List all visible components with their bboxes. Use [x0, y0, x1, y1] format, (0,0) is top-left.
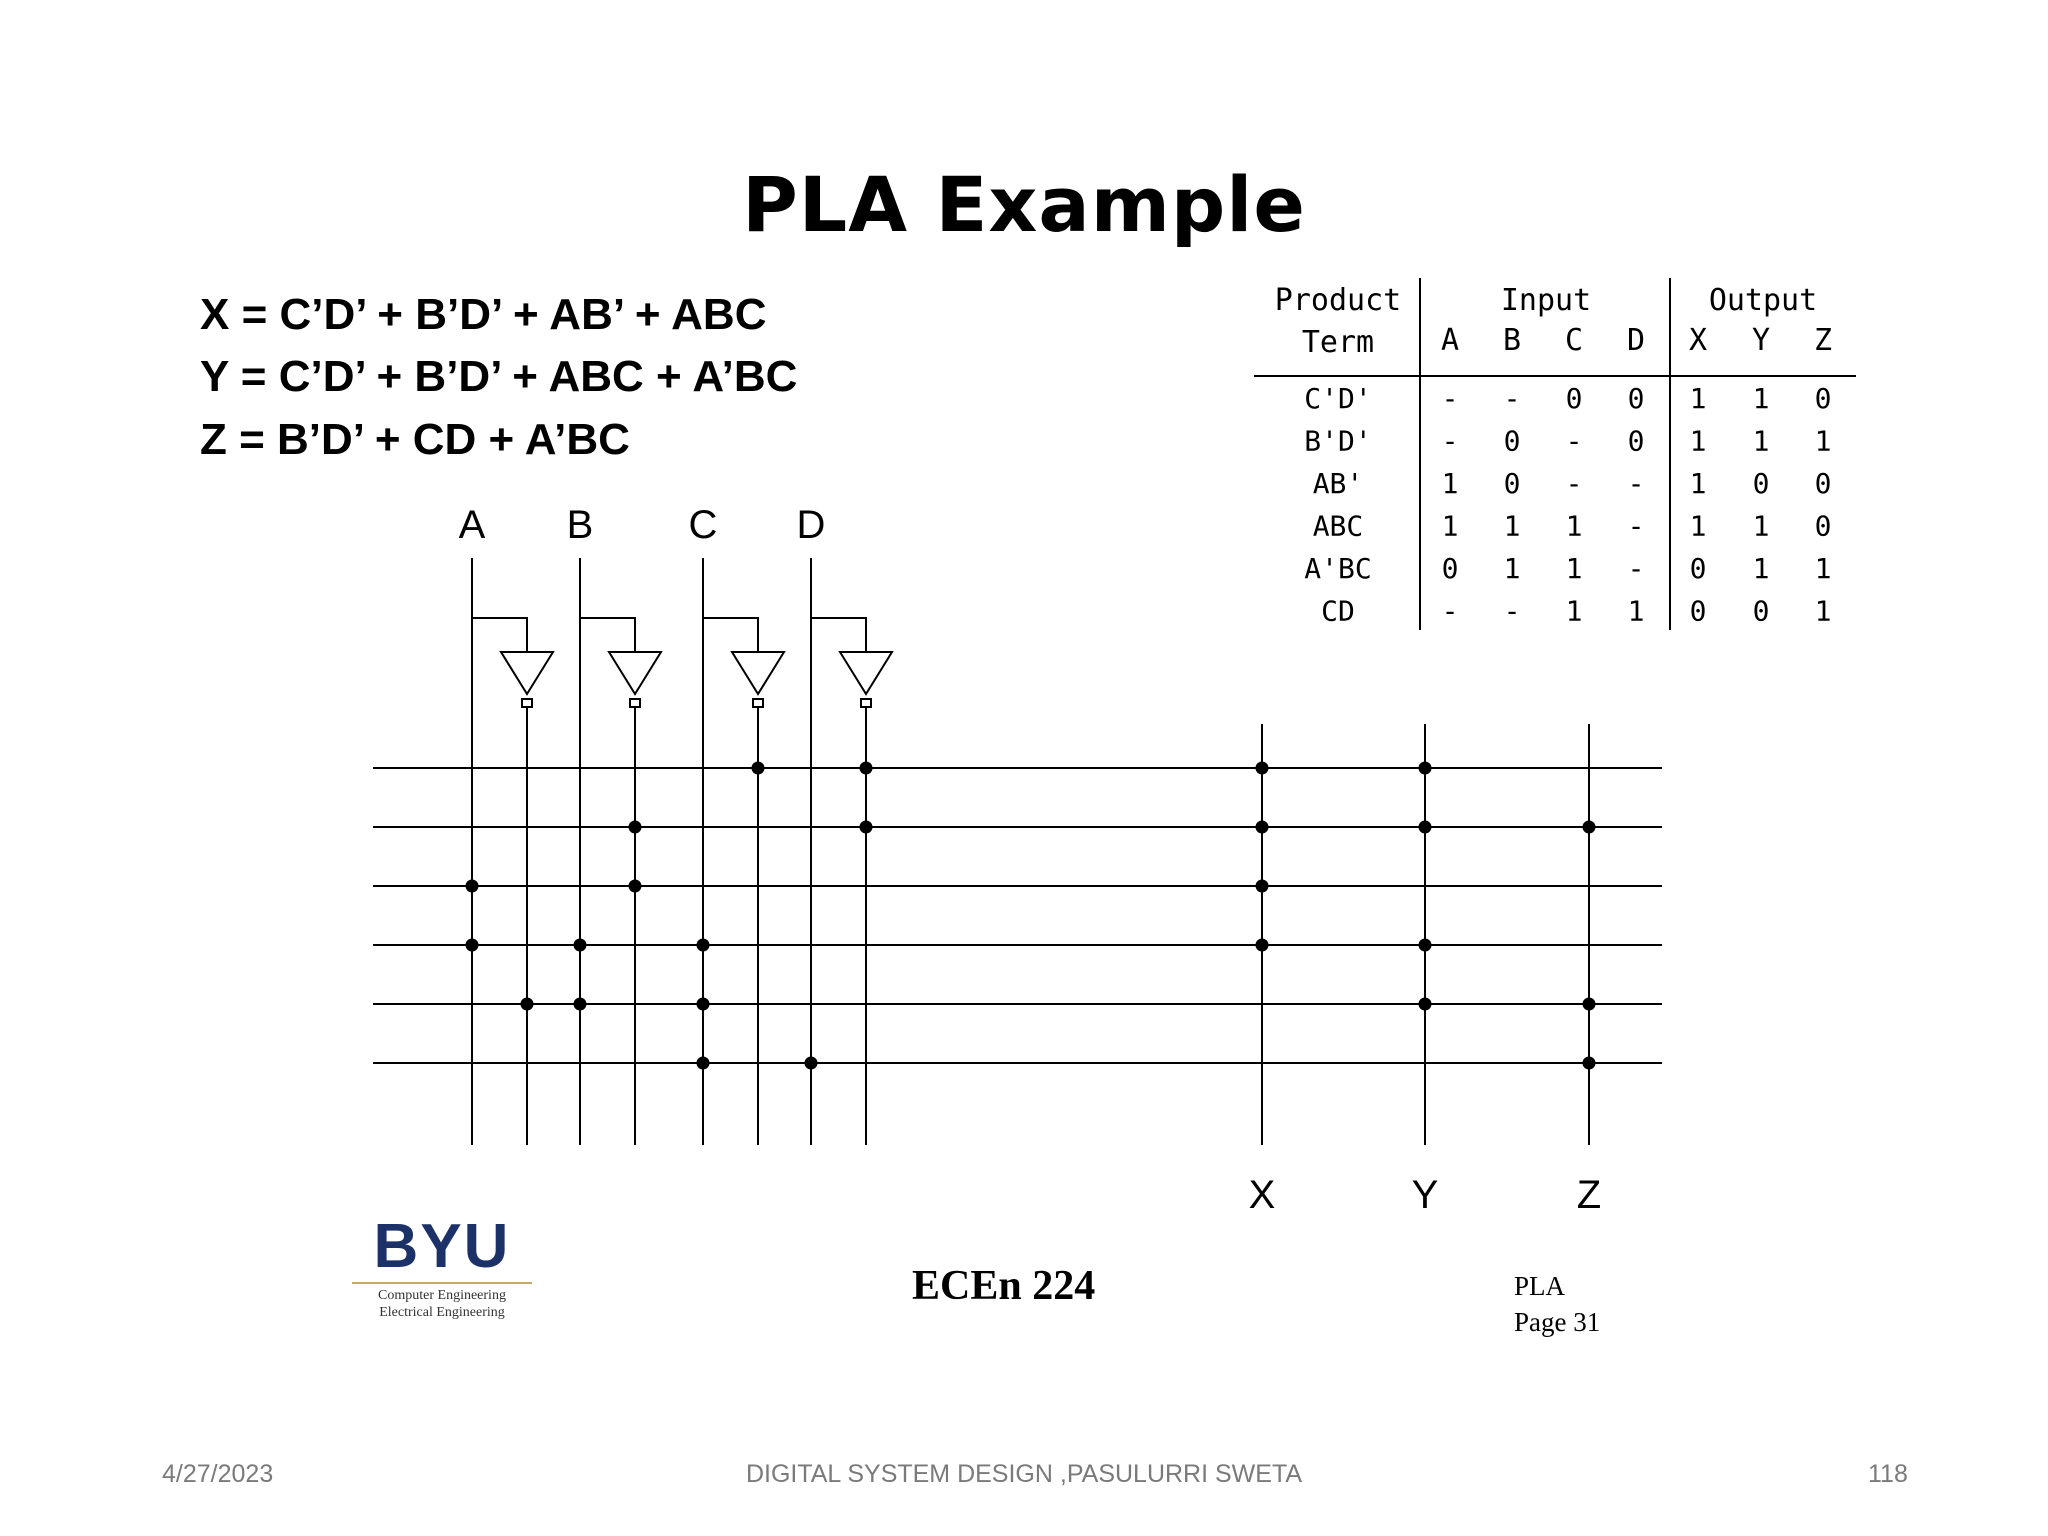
inverter-branch [472, 618, 527, 652]
table-cell: 1 [1752, 382, 1770, 415]
slide-title: PLA Example [742, 160, 1306, 249]
or-connection-dot [1256, 821, 1269, 834]
byu-logo [350, 1212, 534, 1321]
input-label: C [688, 503, 718, 547]
table-cell: - [1441, 594, 1459, 628]
and-connection-dot [697, 998, 710, 1011]
table-cell: 1 [1689, 424, 1707, 458]
and-connection-dot [466, 939, 479, 952]
footer-title: DIGITAL SYSTEM DESIGN ,PASULURRI SWETA [745, 1460, 1303, 1488]
and-connection-dot [629, 821, 642, 834]
table-cell: 1 [1565, 594, 1583, 628]
table-cell: 1 [1441, 509, 1459, 543]
table-cell: 1 [1503, 552, 1521, 585]
table-cell: - [1503, 594, 1521, 628]
inverter-bubble [522, 699, 532, 707]
or-connection-dot [1256, 939, 1269, 952]
table-cell: 0 [1565, 382, 1583, 415]
col-a: A [1440, 323, 1460, 358]
table-cell: 0 [1503, 467, 1521, 500]
and-connection-dot [466, 880, 479, 893]
table-row-term: CD [1321, 594, 1355, 628]
or-connection-dot [1419, 998, 1432, 1011]
col-d: D [1626, 323, 1646, 358]
or-connection-dot [1419, 762, 1432, 775]
input-label: A [458, 503, 486, 547]
course-code: ECEn 224 [912, 1263, 1096, 1309]
inverter-bubble [753, 699, 763, 707]
inverter-branch [580, 618, 635, 652]
col-x: X [1688, 323, 1708, 358]
page-ref-line2: Page 31 [1514, 1307, 1601, 1337]
table-cell: 1 [1441, 467, 1459, 500]
table-cell: 1 [1689, 509, 1707, 543]
col-y: Y [1751, 323, 1771, 358]
byu-rule [352, 1282, 532, 1284]
table-cell: 0 [1752, 594, 1770, 628]
inverter-branch [811, 618, 866, 652]
header-product: Product [1274, 283, 1402, 318]
inverter-gate [732, 652, 784, 694]
byu-line2: Electrical Engineering [379, 1305, 505, 1320]
table-row-term: B'D' [1304, 424, 1372, 458]
and-connection-dot [805, 1057, 818, 1070]
table-cell: - [1503, 382, 1521, 415]
table-cell: 1 [1503, 509, 1521, 543]
or-connection-dot [1256, 880, 1269, 893]
table-cell: 1 [1814, 594, 1832, 628]
table-row-term: C'D' [1304, 382, 1372, 415]
inverter-bubble [861, 699, 871, 707]
input-label: B [566, 503, 594, 547]
table-row-term: A'BC [1304, 552, 1372, 585]
table-cell: 1 [1814, 424, 1832, 458]
table-cell: - [1441, 424, 1459, 458]
equation-y: Y = C’D’ + B’D’ + ABC + A’BC [200, 352, 798, 401]
table-cell: - [1627, 509, 1645, 543]
and-connection-dot [521, 998, 534, 1011]
output-label: Y [1411, 1173, 1439, 1217]
inverter-gate [501, 652, 553, 694]
or-connection-dot [1256, 762, 1269, 775]
table-cell: 1 [1752, 509, 1770, 543]
table-cell: 1 [1565, 552, 1583, 585]
table-cell: 0 [1503, 424, 1521, 458]
equation-z: Z = B’D’ + CD + A’BC [200, 415, 630, 464]
table-cell: 0 [1689, 594, 1707, 628]
header-output: Output [1708, 283, 1818, 318]
and-connection-dot [574, 998, 587, 1011]
table-row-term: AB' [1312, 467, 1364, 500]
table-cell: 0 [1441, 552, 1459, 585]
col-c: C [1564, 323, 1584, 358]
table-cell: 0 [1627, 424, 1645, 458]
and-connection-dot [860, 821, 873, 834]
inverter-bubble [630, 699, 640, 707]
footer-date: 4/27/2023 [162, 1460, 274, 1488]
table-cell: 0 [1752, 467, 1770, 500]
equation-x: X = C’D’ + B’D’ + AB’ + ABC [200, 290, 767, 339]
input-label: D [796, 503, 826, 547]
or-connection-dot [1583, 821, 1596, 834]
table-cell: 0 [1627, 382, 1645, 415]
inverter-gate [840, 652, 892, 694]
table-cell: - [1441, 382, 1459, 415]
and-connection-dot [752, 762, 765, 775]
table-cell: - [1627, 467, 1645, 500]
table-row-term: ABC [1312, 509, 1364, 543]
and-connection-dot [574, 939, 587, 952]
table-cell: 0 [1814, 467, 1832, 500]
table-cell: - [1565, 424, 1583, 458]
table-cell: 1 [1565, 509, 1583, 543]
inverter-gate [609, 652, 661, 694]
table-cell: - [1565, 467, 1583, 500]
header-input: Input [1500, 283, 1592, 318]
table-cell: 1 [1814, 552, 1832, 585]
col-z: Z [1813, 323, 1833, 358]
output-label: X [1248, 1173, 1276, 1217]
byu-line1: Computer Engineering [378, 1288, 506, 1303]
page-ref-line1: PLA [1514, 1271, 1566, 1301]
byu-wordmark: BYU [373, 1212, 511, 1281]
table-cell: 0 [1689, 552, 1707, 585]
table-cell: 1 [1689, 467, 1707, 500]
page-reference [1514, 1268, 1600, 1340]
and-connection-dot [629, 880, 642, 893]
and-connection-dot [697, 1057, 710, 1070]
output-label: Z [1576, 1173, 1602, 1217]
table-cell: 1 [1627, 594, 1645, 628]
or-connection-dot [1419, 939, 1432, 952]
table-cell: 0 [1814, 382, 1832, 415]
inverter-branch [703, 618, 758, 652]
or-connection-dot [1419, 821, 1432, 834]
table-cell: - [1627, 552, 1645, 585]
header-term: Term [1301, 325, 1375, 360]
col-b: B [1502, 323, 1522, 358]
and-connection-dot [860, 762, 873, 775]
and-connection-dot [697, 939, 710, 952]
table-cell: 0 [1814, 509, 1832, 543]
table-cell: 1 [1689, 382, 1707, 415]
footer-page-number: 118 [1868, 1460, 1908, 1488]
or-connection-dot [1583, 998, 1596, 1011]
or-connection-dot [1583, 1057, 1596, 1070]
table-cell: 1 [1752, 552, 1770, 585]
table-cell: 1 [1752, 424, 1770, 458]
